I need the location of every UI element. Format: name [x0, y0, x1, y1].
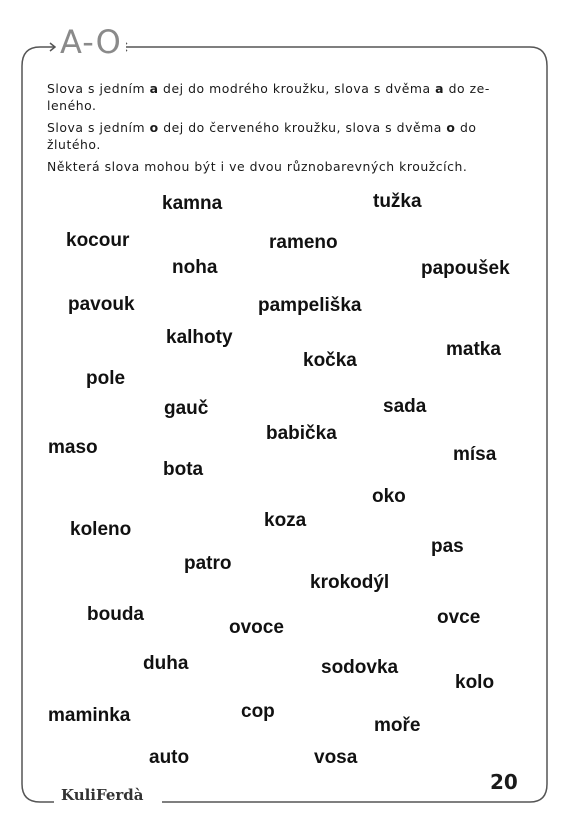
word-kocour: kocour — [66, 230, 130, 251]
word-misa: mísa — [453, 444, 497, 465]
word-duha: duha — [143, 653, 189, 674]
page-number: 20 — [490, 770, 518, 794]
word-koleno: koleno — [70, 519, 132, 540]
word-sodovka: sodovka — [321, 657, 399, 678]
word-bouda: bouda — [87, 604, 144, 625]
word-pas: pas — [431, 536, 464, 557]
word-ovce: ovce — [437, 607, 481, 628]
word-bota: bota — [163, 459, 204, 480]
instruction-note: Některá slova mohou být i ve dvou různobarevných kroužcích. — [47, 159, 468, 174]
word-matka: matka — [446, 339, 501, 360]
word-kalhoty: kalhoty — [166, 327, 233, 348]
word-ovoce: ovoce — [229, 617, 284, 638]
word-krokodyl: krokodýl — [310, 572, 390, 593]
word-papousek: papoušek — [421, 258, 510, 279]
word-oko: oko — [372, 486, 406, 507]
word-patro: patro — [184, 553, 232, 574]
word-pavouk: pavouk — [68, 294, 135, 315]
word-kocka: kočka — [303, 350, 357, 371]
word-pampeliska: pampeliška — [258, 295, 362, 316]
word-maso: maso — [48, 437, 98, 458]
word-noha: noha — [172, 257, 218, 278]
page-title: A-O — [56, 26, 126, 58]
word-maminka: maminka — [48, 705, 131, 726]
instruction-a: Slova s jedním a dej do modrého kroužku, slova s dvěma a do ze-leného. — [47, 81, 490, 113]
word-sada: sada — [383, 396, 427, 417]
word-cop: cop — [241, 701, 275, 722]
brand-logo: KuliFerdà — [58, 788, 147, 803]
word-babicka: babička — [266, 423, 337, 444]
word-rameno: rameno — [269, 232, 338, 253]
instructions — [47, 80, 525, 180]
word-tuzka: tužka — [373, 191, 422, 212]
word-auto: auto — [149, 747, 190, 768]
word-more: moře — [374, 715, 421, 736]
instruction-o: Slova s jedním o dej do červeného kroužku, slova s dvěma o do žlutého. — [47, 120, 477, 152]
word-vosa: vosa — [314, 747, 358, 768]
word-gauc: gauč — [164, 398, 209, 419]
word-pole: pole — [86, 368, 126, 389]
word-kolo: kolo — [455, 672, 495, 693]
word-kamna: kamna — [162, 193, 223, 214]
word-koza: koza — [264, 510, 307, 531]
